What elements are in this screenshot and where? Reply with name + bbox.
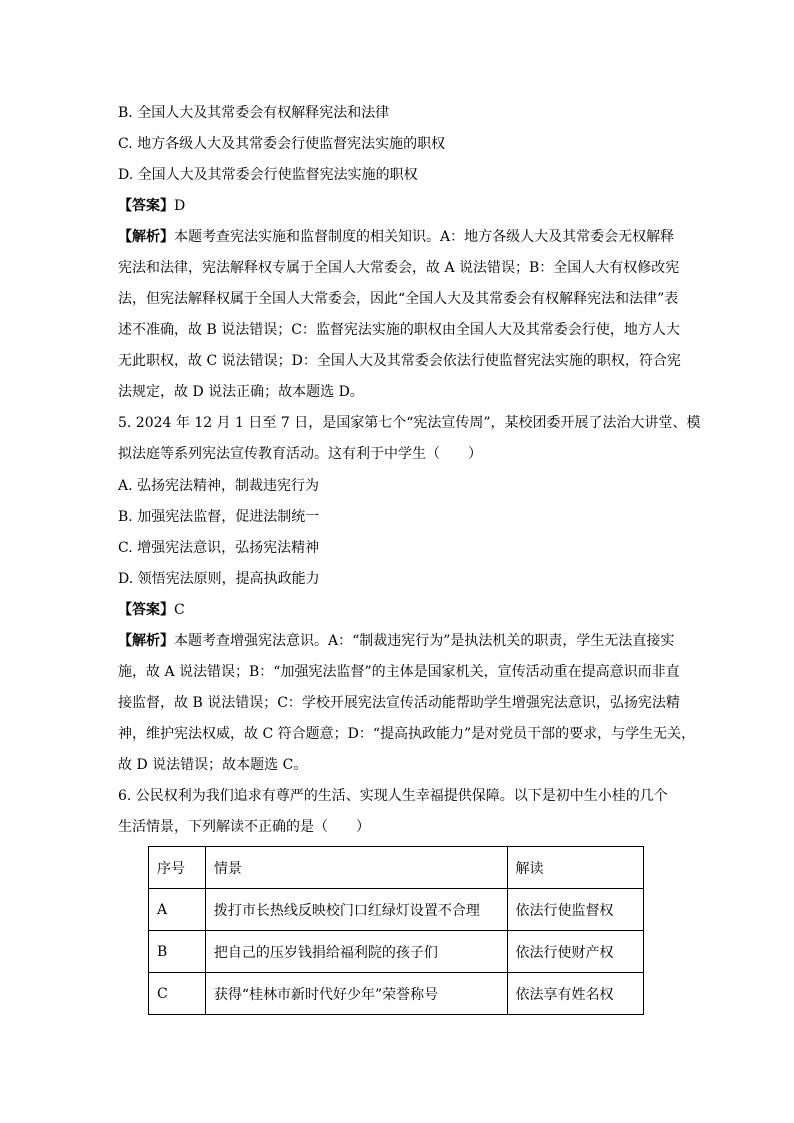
answer-label: 【答案】 bbox=[118, 602, 174, 618]
table-row bbox=[149, 931, 644, 973]
q4-analysis-line: 法规定，故 D 说法正确；故本题选 D。 bbox=[118, 384, 364, 400]
table-row bbox=[149, 889, 644, 931]
scenario-table bbox=[148, 846, 644, 1015]
q5-stem-line: 5. 2024 年 12 月 1 日至 7 日，是国家第七个“宪法宣传周”，某校团委开展了法治大讲堂、模 bbox=[118, 415, 701, 431]
table-header: 情景 bbox=[205, 847, 507, 889]
table-header: 解读 bbox=[507, 847, 643, 889]
q4-analysis-line: 述不准确，故 B 说法错误；C：监督宪法实施的职权由全国人大及其常委会行使，地方人大 bbox=[118, 322, 680, 338]
table-cell: A bbox=[149, 889, 206, 931]
q6-stem-line: 6. 公民权利为我们追求有尊严的生活、实现人生幸福提供保障。以下是初中生小桂的几个 bbox=[118, 788, 668, 804]
q5-analysis-line: 施，故 A 说法错误；B：“加强宪法监督”的主体是国家机关，宣传活动重在提高意识而非直 bbox=[118, 664, 680, 680]
q5-answer bbox=[118, 600, 185, 620]
q5-option-b: B. 加强宪法监督，促进法制统一 bbox=[118, 509, 320, 525]
answer-value: C bbox=[174, 602, 185, 618]
q5-analysis-line: 接监督，故 B 说法错误；C：学校开展宪法宣传活动能帮助学生增强宪法意识，弘扬宪法精 bbox=[118, 695, 680, 711]
q5-analysis-line: 故 D 说法错误；故本题选 C。 bbox=[118, 757, 308, 773]
table-row bbox=[149, 973, 644, 1015]
q4-analysis-line: 宪法和法律，宪法解释权专属于全国人大常委会，故 A 说法错误；B：全国人大有权修改宪 bbox=[118, 260, 680, 276]
q5-option-d: D. 领悟宪法原则，提高执政能力 bbox=[118, 571, 320, 587]
table-cell: 依法行使财产权 bbox=[507, 931, 643, 973]
table-cell: 依法行使监督权 bbox=[507, 889, 643, 931]
analysis-text: 本题考查宪法实施和监督制度的相关知识。A：地方各级人大及其常委会无权解释 bbox=[174, 229, 675, 245]
analysis-label: 【解析】 bbox=[118, 229, 174, 245]
q4-analysis-line: 无此职权，故 C 说法错误；D：全国人大及其常委会依法行使监督宪法实施的职权，符合宪 bbox=[118, 353, 681, 369]
answer-value: D bbox=[174, 198, 186, 214]
q5-option-a: A. 弘扬宪法精神，制裁违宪行为 bbox=[118, 478, 320, 494]
q4-answer bbox=[118, 196, 185, 216]
table-cell: C bbox=[149, 973, 206, 1015]
q4-analysis-line: 法，但宪法解释权属于全国人大常委会，因此“全国人大及其常委会有权解释宪法和法律”表 bbox=[118, 291, 679, 307]
q5-option-c: C. 增强宪法意识，弘扬宪法精神 bbox=[118, 540, 320, 556]
table-cell: 获得“桂林市新时代好少年”荣誉称号 bbox=[205, 973, 507, 1015]
table-cell: 拨打市长热线反映校门口红绿灯设置不合理 bbox=[205, 889, 507, 931]
q4-option-b: B. 全国人大及其常委会有权解释宪法和法律 bbox=[118, 105, 390, 121]
table-cell: B bbox=[149, 931, 206, 973]
q6-stem-line: 生活情景，下列解读不正确的是（ ） bbox=[118, 819, 370, 835]
q5-analysis-line: 神，维护宪法权威，故 C 符合题意；D：“提高执政能力”是对党员干部的要求，与学生无关， bbox=[118, 726, 696, 742]
table-cell: 依法享有姓名权 bbox=[507, 973, 643, 1015]
analysis-label: 【解析】 bbox=[118, 633, 174, 649]
analysis-text: 本题考查增强宪法意识。A：“制裁违宪行为”是执法机关的职责，学生无法直接实 bbox=[174, 633, 675, 649]
answer-label: 【答案】 bbox=[118, 198, 174, 214]
table-header-row bbox=[149, 847, 644, 889]
q4-option-d: D. 全国人大及其常委会行使监督宪法实施的职权 bbox=[118, 167, 418, 183]
table-cell: 把自己的压岁钱捐给福利院的孩子们 bbox=[205, 931, 507, 973]
q4-option-c: C. 地方各级人大及其常委会行使监督宪法实施的职权 bbox=[118, 136, 446, 152]
table-header: 序号 bbox=[149, 847, 206, 889]
q5-stem-line: 拟法庭等系列宪法宣传教育活动。这有利于中学生（ ） bbox=[118, 446, 482, 462]
q4-analysis-line bbox=[118, 227, 674, 247]
q5-analysis-line bbox=[118, 631, 674, 651]
